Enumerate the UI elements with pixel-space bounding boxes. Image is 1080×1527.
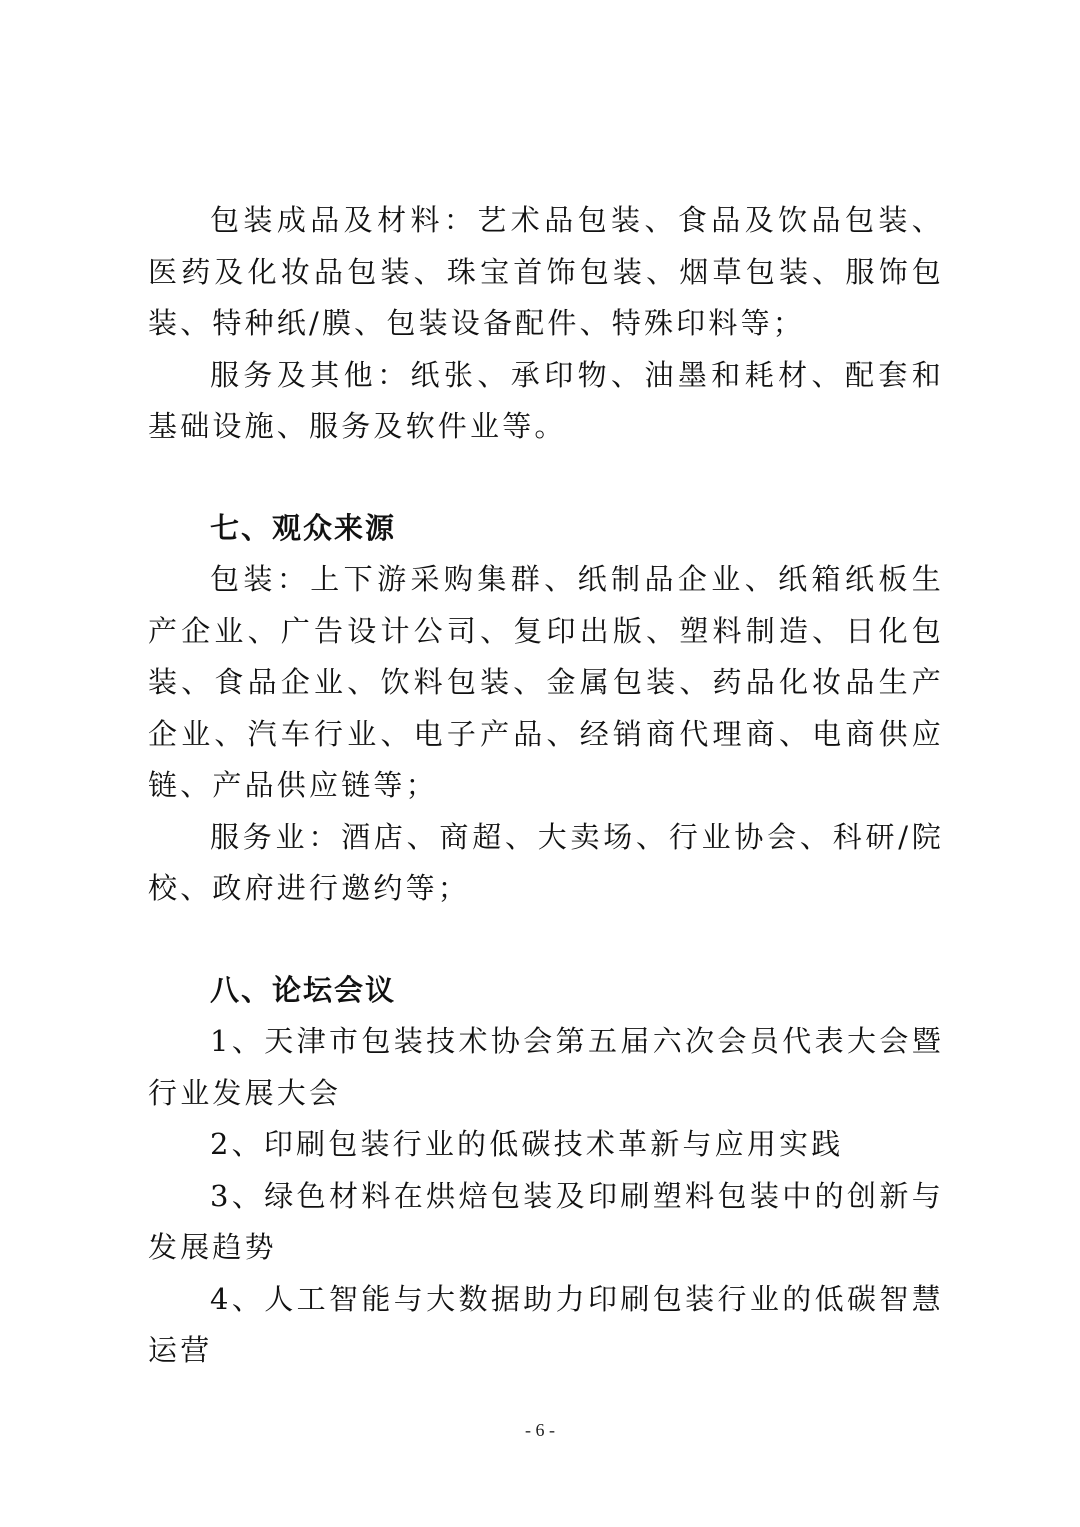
audience-services-paragraph: 服务业：酒店、商超、大卖场、行业协会、科研/院校、政府进行邀约等； [148, 819, 944, 905]
forum-item-3: 3、绿色材料在烘焙包装及印刷塑料包装中的创新与发展趋势 [148, 1178, 944, 1264]
document-body [148, 195, 944, 1377]
audience-section-heading: 七、观众来源 [210, 510, 397, 545]
section-spacer [148, 915, 944, 965]
forum-item-4: 4、人工智能与大数据助力印刷包装行业的低碳智慧运营 [148, 1281, 944, 1367]
forum-section-heading: 八、论坛会议 [210, 972, 397, 1007]
page-number: - 6 - [525, 1420, 555, 1440]
forum-item-1: 1、天津市包装技术协会第五届六次会员代表大会暨行业发展大会 [148, 1024, 944, 1110]
section-spacer [148, 453, 944, 503]
forum-item-2: 2、印刷包装行业的低碳技术革新与应用实践 [210, 1127, 844, 1161]
audience-packaging-paragraph: 包装：上下游采购集群、纸制品企业、纸箱纸板生产企业、广告设计公司、复印出版、塑料制造、日化包装、食品企业、饮料包装、金属包装、药品化妆品生产企业、汽车行业、电子产品、经销商代理商、电商供应链、产品供应链等； [148, 562, 944, 802]
exhibit-scope-packaging-paragraph: 包装成品及材料：艺术品包装、食品及饮品包装、医药及化妆品包装、珠宝首饰包装、烟草包装、服饰包装、特种纸/膜、包装设备配件、特殊印料等； [148, 203, 944, 340]
exhibit-scope-services-paragraph: 服务及其他：纸张、承印物、油墨和耗材、配套和基础设施、服务及软件业等。 [148, 357, 944, 443]
